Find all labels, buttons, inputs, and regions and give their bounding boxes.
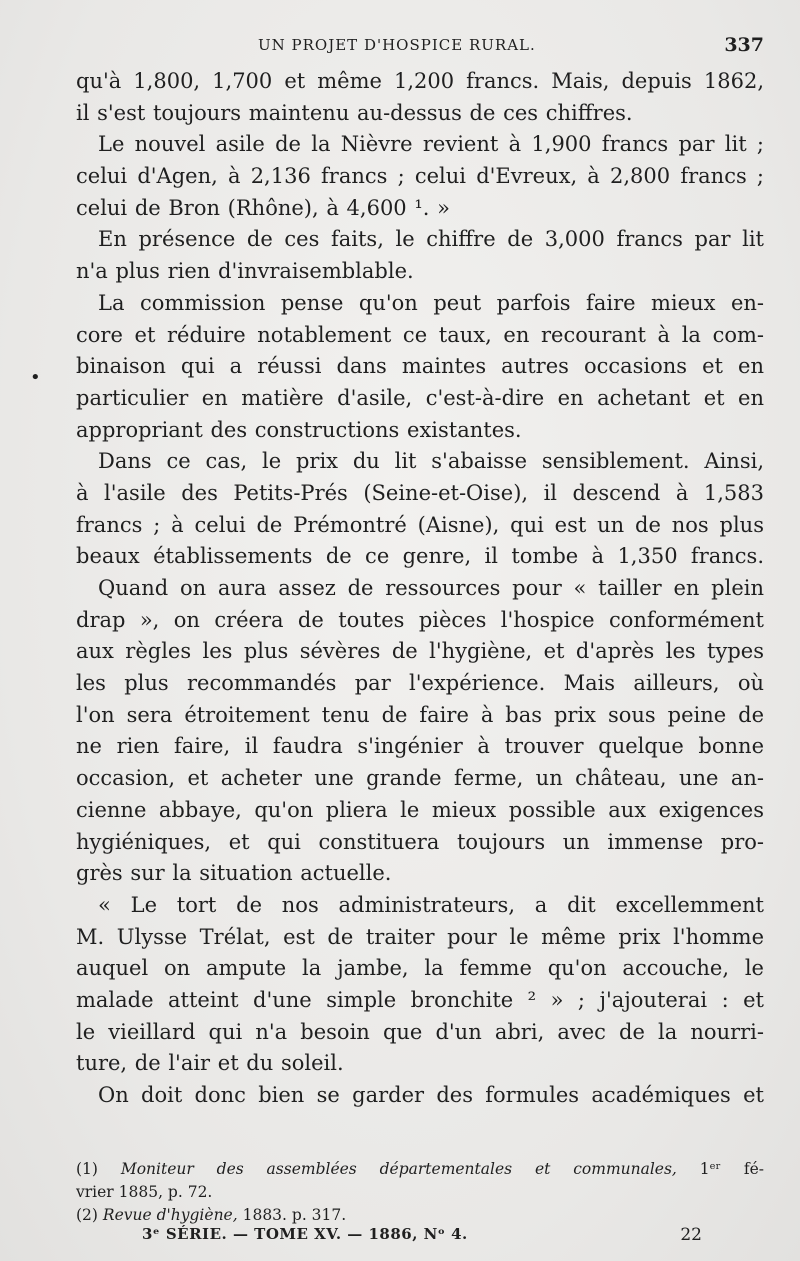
text-line: appropriant des constructions existantes. — [76, 417, 522, 442]
footnote-1-number: (1) — [76, 1160, 98, 1178]
signature-mark: 3ᵉ SÉRIE. — TOME XV. — 1886, Nᵒ 4. — [142, 1225, 468, 1243]
footnote-1-rest: 1ᵉʳ fé- — [699, 1160, 764, 1178]
text-line: qu'à 1,800, 1,700 et même 1,200 francs. Mais, depuis 1862, — [76, 69, 764, 93]
text-line: ne rien faire, il faudra s'ingénier à trouver quelque bonne — [76, 734, 764, 759]
body-text — [76, 66, 764, 1112]
running-title: UN PROJET D'HOSPICE RURAL. — [258, 36, 536, 54]
text-line: La commission pense qu'on peut parfois faire mieux en- — [98, 290, 764, 315]
text-line: On doit donc bien se garder des formules académiques et — [98, 1083, 764, 1107]
text-line: Dans ce cas, le prix du lit s'abaisse sensiblement. Ainsi, — [98, 449, 764, 474]
text-line: Quand on aura assez de ressources pour « tailler en plein — [98, 576, 764, 600]
signature-footer — [142, 1225, 702, 1249]
text-line: celui d'Agen, à 2,136 francs ; celui d'Evreux, à 2,800 francs ; — [76, 164, 764, 189]
footnote-2-title: Revue d'hygiène, — [102, 1206, 238, 1224]
text-line: l'on sera étroitement tenu de faire à bas prix sous peine de — [76, 702, 764, 727]
text-line: cienne abbaye, qu'on pliera le mieux possible aux exigences — [76, 797, 764, 822]
running-header — [76, 36, 764, 66]
text-line: le vieillard qui n'a besoin que d'un abri, avec de la nourri- — [76, 1019, 764, 1044]
text-line: occasion, et acheter une grande ferme, un château, une an- — [76, 766, 764, 791]
margin-mark: • — [30, 367, 41, 388]
text-line: à l'asile des Petits-Prés (Seine-et-Oise), il descend à 1,583 — [76, 480, 764, 505]
text-line: grès sur la situation actuelle. — [76, 861, 392, 886]
text-line: celui de Bron (Rhône), à 4,600 ¹. » — [76, 195, 450, 220]
text-line: n'a plus rien d'invraisemblable. — [76, 259, 414, 284]
text-line: il s'est toujours maintenu au-dessus de ces chiffres. — [76, 100, 633, 125]
text-line: Le nouvel asile de la Nièvre revient à 1,900 francs par lit ; — [98, 132, 764, 157]
text-line: ture, de l'air et du soleil. — [76, 1051, 344, 1076]
text-line: les plus recommandés par l'expérience. Mais ailleurs, où — [76, 671, 764, 696]
sheet-number: 22 — [680, 1225, 702, 1245]
footnotes — [76, 1158, 764, 1227]
text-line: aux règles les plus sévères de l'hygiène, et d'après les types — [76, 639, 764, 664]
text-line: beaux établissements de ce genre, il tombe à 1,350 francs. — [76, 544, 764, 569]
text-line: malade atteint d'une simple bronchite ² » ; j'ajouterai : et — [76, 987, 764, 1012]
text-line: auquel on ampute la jambe, la femme qu'on accouche, le — [76, 956, 764, 981]
footnote-1-continuation: vrier 1885, p. 72. — [76, 1183, 213, 1201]
text-line: francs ; à celui de Prémontré (Aisne), qui est un de nos plus — [76, 512, 764, 537]
text-line: M. Ulysse Trélat, est de traiter pour le même prix l'homme — [76, 924, 764, 949]
footnote-2 — [76, 1204, 764, 1227]
text-line: « Le tort de nos administrateurs, a dit excellemment — [98, 892, 764, 917]
footnote-1-title: Moniteur des assemblées départementales et communales, — [120, 1160, 677, 1178]
footnote-2-rest: 1883. p. 317. — [242, 1206, 347, 1224]
page-number: 337 — [724, 34, 764, 56]
text-line: binaison qui a réussi dans maintes autres occasions et en — [76, 354, 764, 379]
text-line: hygiéniques, et qui constituera toujours un immense pro- — [76, 829, 764, 854]
text-line: En présence de ces faits, le chiffre de 3,000 francs par lit — [98, 227, 764, 252]
text-line: core et réduire notablement ce taux, en recourant à la com- — [76, 322, 764, 347]
text-line: particulier en matière d'asile, c'est-à-dire en achetant et en — [76, 385, 764, 410]
footnote-2-number: (2) — [76, 1206, 98, 1224]
text-line: drap », on créera de toutes pièces l'hospice conformément — [76, 607, 764, 632]
footnote-1 — [76, 1158, 764, 1181]
